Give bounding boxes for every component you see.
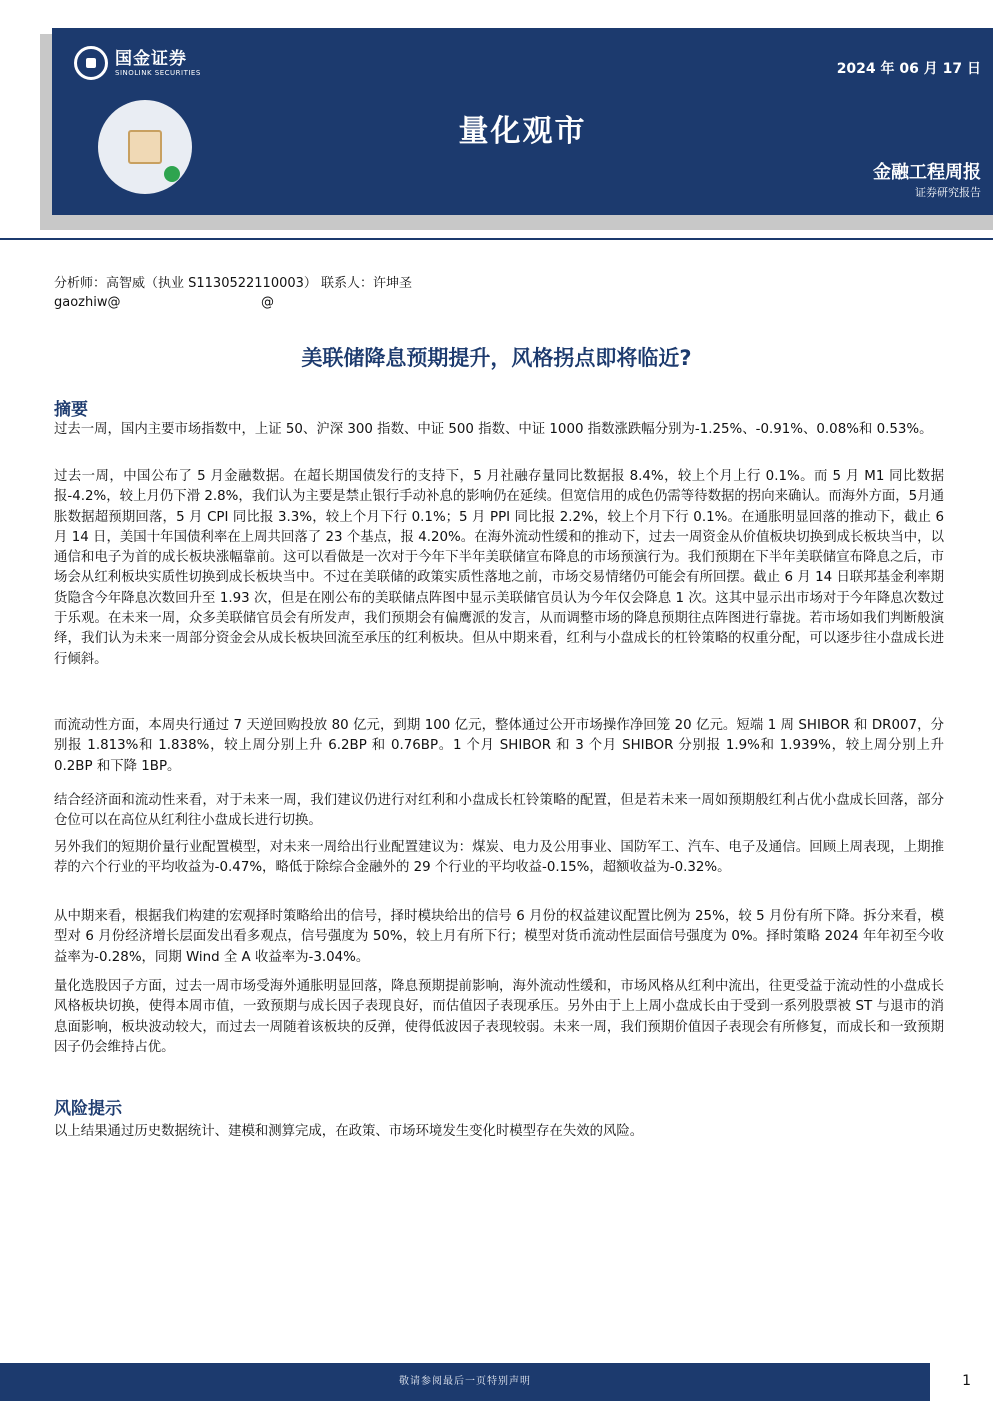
mini-program-icon (164, 166, 180, 182)
analyst-email: gaozhiw@ @ (54, 295, 274, 310)
report-date: 2024 年 06 月 17 日 (836, 61, 981, 77)
risk-heading: 风险提示 (54, 1099, 122, 1119)
report-type: 金融工程周报 (873, 162, 981, 183)
paragraph-4: 结合经济面和流动性来看，对于未来一周，我们建议仍进行对红利和小盘成长杠铃策略的配置，但是若未来一周如预期般红利占优小盘成长回落，部分仓位可以在高位从红利往小盘成长进行切换。 (54, 793, 944, 829)
paragraph-2: 过去一周，中国公布了 5 月金融数据。在超长期国债发行的支持下，5 月社融存量同比数据报 8.4%，较上个月上行 0.1%。而 5 月 M1 同比数据报-4.2%，较上月仍下滑 2.8%，我们认为主要是禁止银行手动补息的影响仍在延续。但宽信用的成色仍需等待数据的拐向来确认。而海外方面，5月通胀数据超预期回落，5 月 CPI 同比报 3.3%，较上个月下行 0.1%；5 月 PPI 同比报 2.2%，较上个月下行 0.1%。在通胀明显回落的推动下，截止 6 月 14 日，美国十年国债利率在上周共回落了 23 个基点，报 4.20%。在海外流动性缓和的推动下，过去一周资金从价值板块切换到成长板块当中，以通信和电子为首的成长板块涨幅靠前。这可以看做是一次对于今年下半年美联储宣布降息的市场预演行为。我们预期在下半年美联储宣布降息之后，市场会从红利板块实质性切换到成长板块当中。不过在美联储的政策实质性落地之前，市场交易情绪仍可能会有所回摆。截止 6 月 14 日联邦基金利率期货隐含今年降息次数回升至 1.93 次，但是在刚公布的美联储点阵图中显示美联储官员认为今年仅会降息 1 次。这其中显示出市场对于今年降息次数过于乐观。在未来一周，众多美联储官员会有所发声，我们预期会有偏鹰派的发言，从而调整市场的降息预期往点阵图进行靠拢。若市场如我们判断般演绎，我们认为未来一周部分资金会从成长板块回流至承压的红利板块。但从中期来看，红利与小盘成长的杠铃策略的权重分配，可以逐步往小盘成长进行倾斜。 (54, 469, 944, 667)
paragraph-6: 从中期来看，根据我们构建的宏观择时策略给出的信号，择时模块给出的信号 6 月份的权益建议配置比例为 25%，较 5 月份有所下降。拆分来看，模型对 6 月份经济增长层面发出看多观点，信号强度为 50%，较上月有所下行；模型对货币流动性层面信号强度为 0%。择时策略 2024 年年初至今收益率为-0.28%，同期 Wind 全 A 收益率为-3.04%。 (54, 909, 944, 965)
logo-icon (74, 46, 108, 80)
logo-en-text: SINOLINK SECURITIES (115, 68, 201, 77)
paragraph-3: 而流动性方面，本周央行通过 7 天逆回购投放 80 亿元，到期 100 亿元，整体通过公开市场操作净回笼 20 亿元。短端 1 周 SHIBOR 和 DR007，分别报 1.813%和 1.838%，较上周分别上升 6.2BP 和 0.76BP。1 个月 SHIBOR 和 3 个月 SHIBOR 分别报 1.9%和 1.939%，较上周分别上升 0.2BP 和下降 1BP。 (54, 718, 944, 774)
logo-cn-text: 国金证券 (115, 48, 187, 69)
report-headline: 美联储降息预期提升，风格拐点即将临近? (301, 346, 692, 370)
report-banner (52, 28, 993, 215)
report-subtype: 证券研究报告 (915, 186, 981, 199)
paragraph-7: 量化选股因子方面，过去一周市场受海外通胀明显回落，降息预期提前影响，海外流动性缓和，市场风格从红利中流出，往更受益于流动性的小盘成长风格板块切换，使得本周市值，一致预期与成长因子表现良好，而估值因子表现承压。另外由于上上周小盘成长由于受到一系列股票被 ST 与退市的消息面影响，板块波动较大，而过去一周随着该板块的反弹，使得低波因子表现较弱。未来一周，我们预期价值因子表现会有所修复，而成长和一致预期因子仍会维持占优。 (54, 979, 945, 1055)
analyst-info: 分析师：高智威（执业 S1130522110003） 联系人：许坤圣 (54, 276, 413, 291)
page-number: 1 (962, 1373, 971, 1389)
company-logo (74, 46, 201, 80)
paragraph-1: 过去一周，国内主要市场指数中，上证 50、沪深 300 指数、中证 500 指数、中证 1000 指数涨跌幅分别为-1.25%、-0.91%、0.08%和 0.53%。 (54, 422, 933, 437)
risk-paragraph: 以上结果通过历史数据统计、建模和测算完成，在政策、市场环境发生变化时模型存在失效的风险。 (54, 1124, 644, 1139)
paragraph-5: 另外我们的短期价量行业配置模型，对未来一周给出行业配置建议为：煤炭、电力及公用事业、国防军工、汽车、电子及通信。回顾上周表现，上期推荐的六个行业的平均收益为-0.47%，略低于除综合金融外的 29 个行业的平均收益-0.15%，超额收益为-0.32%。 (54, 840, 944, 876)
report-title: 量化观市 (458, 114, 587, 149)
header-divider (0, 238, 993, 240)
summary-heading: 摘要 (54, 400, 88, 420)
footer-notice: 敬请参阅最后一页特别声明 (0, 1363, 930, 1401)
